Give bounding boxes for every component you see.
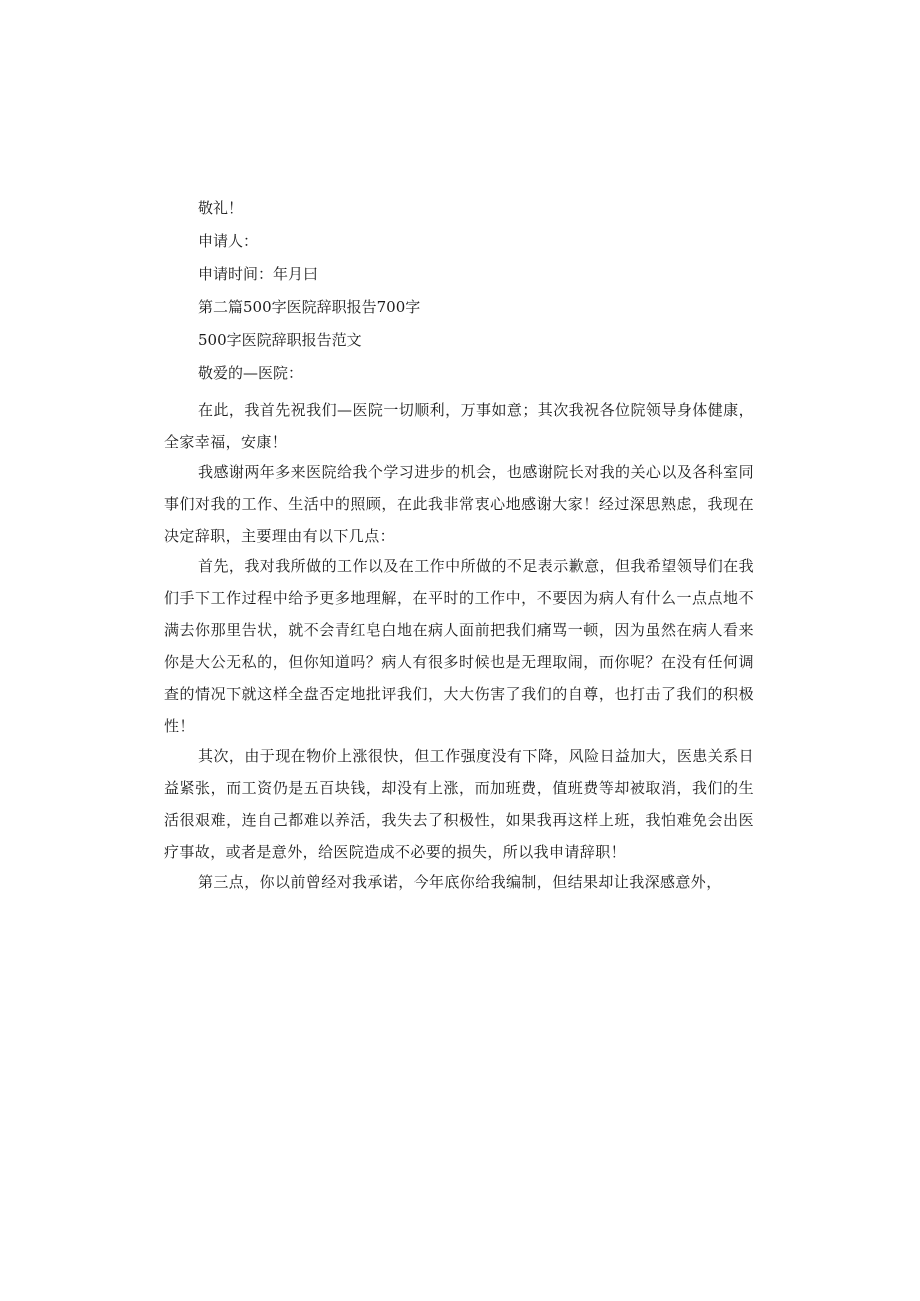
date-line: 申请时间：年月曰 (198, 265, 319, 283)
applicant-line: 申请人： (198, 232, 259, 250)
closing-line: 敬礼！ (198, 199, 244, 217)
paragraph-greeting: 在此，我首先祝我们—医院一切顺利，万事如意；其次我祝各位院领导身体健康，全家幸福，安康！ (164, 401, 754, 451)
paragraph-reason-second: 其次，由于现在物价上涨很快，但工作强度没有下降，风险日益加大，医患关系日益紧张，而工资仍是五百块钱，却没有上涨，而加班费，值班费等却被取消，我们的生活很艰难，连自己都难以养活，我失去了积极性，如果我再这样上班，我怕难免会出医疗事故，或者是意外，给医院造成不必要的损失，所以我申请辞职！ (164, 747, 754, 861)
section-title: 第二篇500字医院辞职报告700字 (198, 298, 421, 316)
paragraph-reason-first: 首先，我对我所做的工作以及在工作中所做的不足表示歉意，但我希望领导们在我们手下工作过程中给予更多地理解，在平时的工作中，不要因为病人有什么一点点地不满去你那里告状，就不会青红皂白地在病人面前把我们痛骂一顿，因为虽然在病人看来你是大公无私的，但你知道吗？病人有很多时候也是无理取闹，而你呢？在没有任何调查的情况下就这样全盘否定地批评我们，大大伤害了我们的自尊，也打击了我们的积极性！ (164, 557, 754, 735)
document-subtitle: 500字医院辞职报告范文 (198, 331, 362, 349)
paragraph-reason-third: 第三点，你以前曾经对我承诺，今年底你给我编制，但结果却让我深感意外， (198, 873, 722, 891)
salutation: 敬爱的—医院： (198, 364, 304, 382)
document-page (164, 196, 754, 896)
paragraph-thanks: 我感谢两年多来医院给我个学习进步的机会，也感谢院长对我的关心以及各科室同事们对我的工作、生活中的照顾，在此我非常衷心地感谢大家！经过深思熟虑，我现在决定辞职，主要理由有以下几点： (164, 463, 754, 545)
